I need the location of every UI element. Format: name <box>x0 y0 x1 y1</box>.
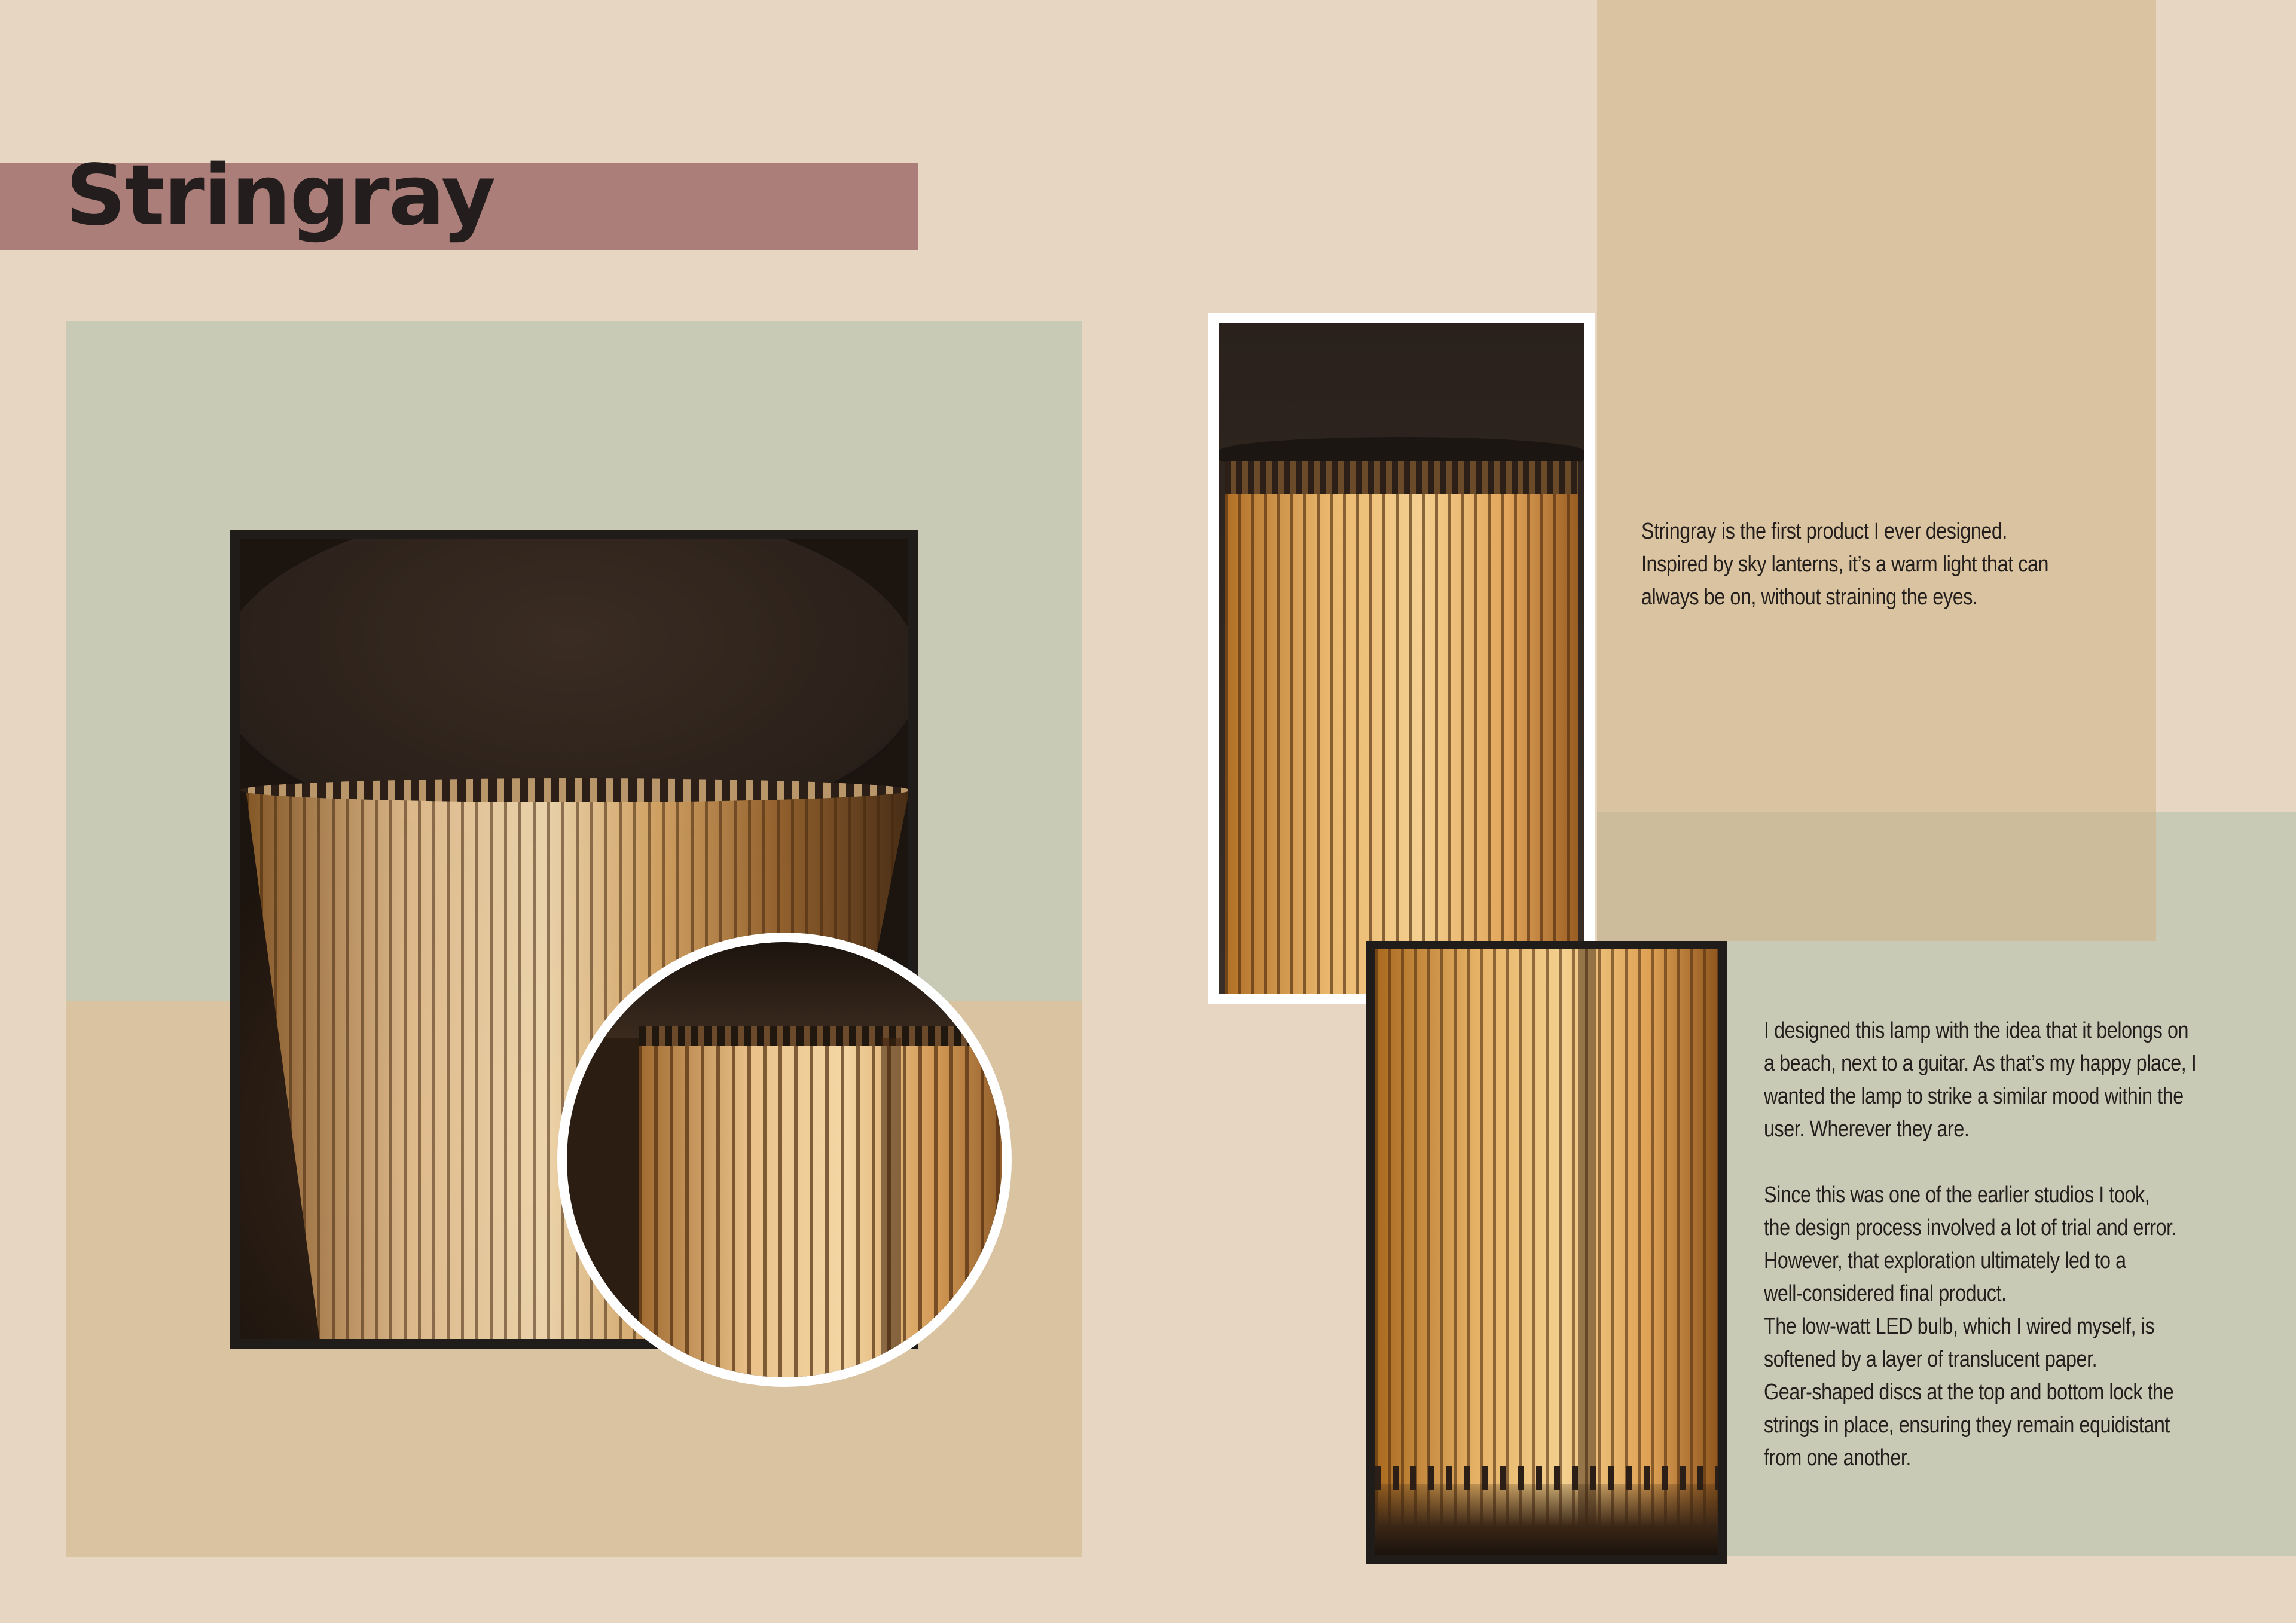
br-pole <box>1578 949 1596 1555</box>
circle-gear-disc <box>639 1026 1002 1046</box>
lamp-gear-disc <box>240 778 908 802</box>
description-paragraph-2: Since this was one of the earlier studios I took, the design process involved a lot of trial and error. However, that exploration ultimately led to a well-considered final product. The low-watt LED bulb, which I wired myself, is softened by a layer of translucent paper. Gear-shaped discs at the top and bottom lock the strings in place, ensuring they remain equidistant from one another. <box>1764 1182 2177 1471</box>
panel-overlap <box>1597 812 2156 941</box>
paragraph-spacer <box>1764 1146 2282 1179</box>
br-base <box>1375 1484 1718 1555</box>
lamp-photo-bottom-right <box>1366 941 1727 1564</box>
intro-text-block <box>1641 515 2099 614</box>
lamp-photo-top-right-image <box>1219 323 1584 994</box>
tan-panel-top-right <box>1597 0 2156 941</box>
lamp-detail-circle-image <box>567 942 1002 1377</box>
description-text-block <box>1764 1014 2282 1475</box>
lamp-photo-bottom-right-image <box>1375 949 1718 1555</box>
circle-shade <box>567 942 1002 1038</box>
intro-paragraph: Stringray is the first product I ever designed. Inspired by sky lanterns, it’s a warm light that can always be on, without straining the eyes. <box>1641 519 2049 610</box>
lamp-photo-top-right <box>1208 313 1595 1004</box>
lamp-detail-circle-photo <box>557 933 1012 1387</box>
description-paragraph-1: I designed this lamp with the idea that it belongs on a beach, next to a guitar. As that’s my happy place, I wanted the lamp to strike a similar mood within the user. Wherever they are. <box>1764 1018 2197 1142</box>
circle-strings <box>639 1038 1002 1377</box>
circle-pole <box>881 1038 901 1377</box>
page-title: Stringray <box>66 147 495 244</box>
tr-strings <box>1225 494 1578 994</box>
